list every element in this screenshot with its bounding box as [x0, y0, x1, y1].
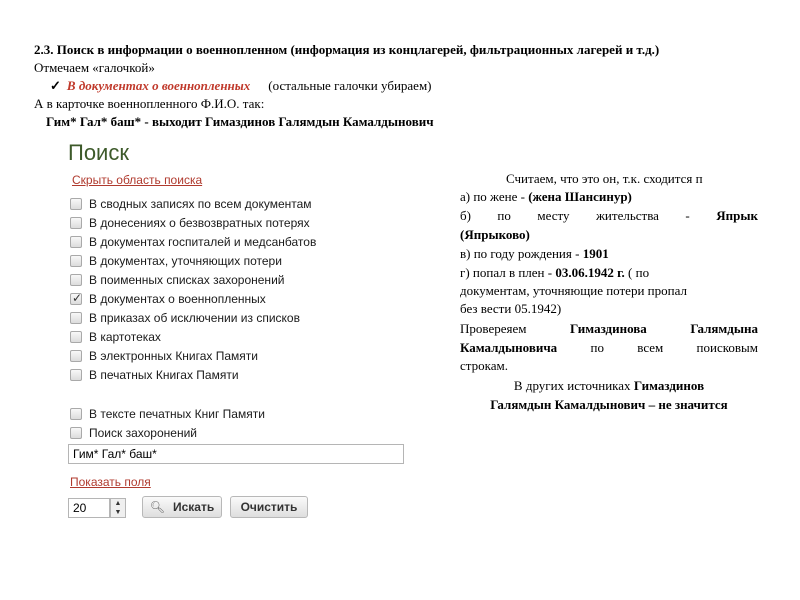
option-label: В приказах об исключении из списков: [89, 311, 300, 325]
checkbox[interactable]: [70, 369, 82, 381]
checkbox[interactable]: [70, 312, 82, 324]
count-stepper[interactable]: [110, 498, 126, 518]
checkbox[interactable]: [70, 274, 82, 286]
search-button[interactable]: [142, 496, 222, 518]
search-result-text: Гим* Гал* баш* - выходит Гимаздинов Галямдын Камалдынович: [46, 114, 434, 129]
option-burial-lists[interactable]: [70, 272, 284, 288]
magnifier-icon: 🔍︎: [149, 500, 165, 514]
option-card-files[interactable]: [70, 329, 161, 345]
checkmark-icon: ✓: [50, 78, 61, 93]
check-suffix: по всем поисковым: [590, 340, 758, 355]
checkbox[interactable]: [70, 217, 82, 229]
checkbox[interactable]: [70, 198, 82, 210]
search-button-label: Искать: [173, 500, 215, 514]
notes-intro: Считаем, что это он, т.к. сходится п: [506, 171, 703, 186]
note-b: [460, 207, 758, 224]
checkbox[interactable]: [70, 255, 82, 267]
option-label: В сводных записях по всем документам: [89, 197, 312, 211]
option-memory-book-text[interactable]: [70, 406, 265, 422]
checkbox[interactable]: [70, 236, 82, 248]
check-bold-name: Гимаздинова Галямдына: [570, 321, 759, 336]
instruction-note: (остальные галочки убираем): [268, 78, 432, 93]
option-summary-records[interactable]: [70, 196, 312, 212]
option-pow-docs[interactable]: [70, 291, 266, 307]
check-line1: [460, 320, 758, 337]
note-v: [460, 245, 758, 262]
instruction-text: Отмечаем «галочкой»: [34, 60, 155, 75]
chevron-down-icon[interactable]: ▼: [114, 509, 122, 516]
other-text: В других источниках: [513, 378, 631, 393]
note-g-text: г) попал в плен -: [460, 265, 553, 280]
note-g-line3: без вести 05.1942): [460, 301, 562, 316]
option-exclusion-orders[interactable]: [70, 310, 300, 326]
checked-option-name: В документах о военнопленных: [66, 78, 251, 93]
option-label: В тексте печатных Книг Памяти: [89, 407, 265, 421]
check-line3: строкам.: [460, 358, 508, 373]
card-instruction: А в карточке военнопленного Ф.И.О. так:: [34, 96, 265, 111]
checkbox[interactable]: [70, 408, 82, 420]
option-label: В документах, уточняющих потери: [89, 254, 282, 268]
check-line2: [460, 339, 758, 356]
option-loss-reports[interactable]: [70, 215, 310, 231]
option-label: В документах о военнопленных: [89, 292, 266, 306]
note-v-bold: 1901: [582, 246, 609, 261]
note-b-line2: (Япрыково): [460, 227, 530, 242]
checkbox-checked[interactable]: [70, 293, 82, 305]
other-bold: Гимаздинов: [633, 378, 705, 393]
checkbox[interactable]: [70, 331, 82, 343]
checkbox[interactable]: [70, 350, 82, 362]
note-b-bold: Япрык: [716, 208, 758, 223]
note-g: [460, 264, 758, 281]
option-label: В печатных Книгах Памяти: [89, 368, 239, 382]
option-hospital-docs[interactable]: [70, 234, 316, 250]
option-burial-search[interactable]: [70, 425, 197, 441]
section-heading: 2.3. Поиск в информации о военнопленном (информация из концлагерей, фильтрационных лагерей и т.д.): [34, 42, 660, 57]
note-a-bold: (жена Шансинур): [528, 189, 632, 204]
check-text: Провереяем: [460, 321, 527, 336]
note-g-bold: 03.06.1942 г.: [555, 265, 625, 280]
note-g-line2: документам, уточняющие потери пропал: [460, 283, 687, 298]
hide-search-area-link[interactable]: Скрыть область поиска: [72, 173, 203, 187]
option-label: В документах госпиталей и медсанбатов: [89, 235, 317, 249]
option-label: В донесениях о безвозвратных потерях: [89, 216, 310, 230]
note-g-suffix: ( по: [628, 265, 650, 280]
note-b-text: б) по месту жительства -: [460, 208, 690, 223]
checkbox[interactable]: [70, 427, 82, 439]
check-bold-patronymic: Камалдыновича: [460, 340, 558, 355]
option-printed-memory-books[interactable]: [70, 367, 239, 383]
option-clarifying-docs[interactable]: [70, 253, 282, 269]
note-a: [460, 188, 758, 205]
results-count-input[interactable]: 20: [68, 498, 110, 518]
show-fields-link[interactable]: Показать поля: [70, 475, 151, 489]
search-input[interactable]: [68, 444, 404, 464]
chevron-up-icon[interactable]: ▲: [114, 500, 122, 507]
option-electronic-memory-books[interactable]: [70, 348, 258, 364]
checked-option-instruction: [50, 78, 432, 94]
note-v-text: в) по году рождения -: [460, 246, 580, 261]
option-label: В картотеках: [89, 330, 161, 344]
other-sources-line: [460, 377, 758, 394]
option-label: Поиск захоронений: [89, 426, 197, 440]
final-conclusion: Галямдын Камалдынович – не значится: [490, 397, 728, 412]
option-label: В поименных списках захоронений: [89, 273, 285, 287]
note-a-text: а) по жене -: [460, 189, 525, 204]
search-panel: [66, 138, 426, 528]
clear-button[interactable]: Очистить: [230, 496, 308, 518]
option-label: В электронных Книгах Памяти: [89, 349, 259, 363]
panel-title: Поиск: [68, 140, 129, 165]
